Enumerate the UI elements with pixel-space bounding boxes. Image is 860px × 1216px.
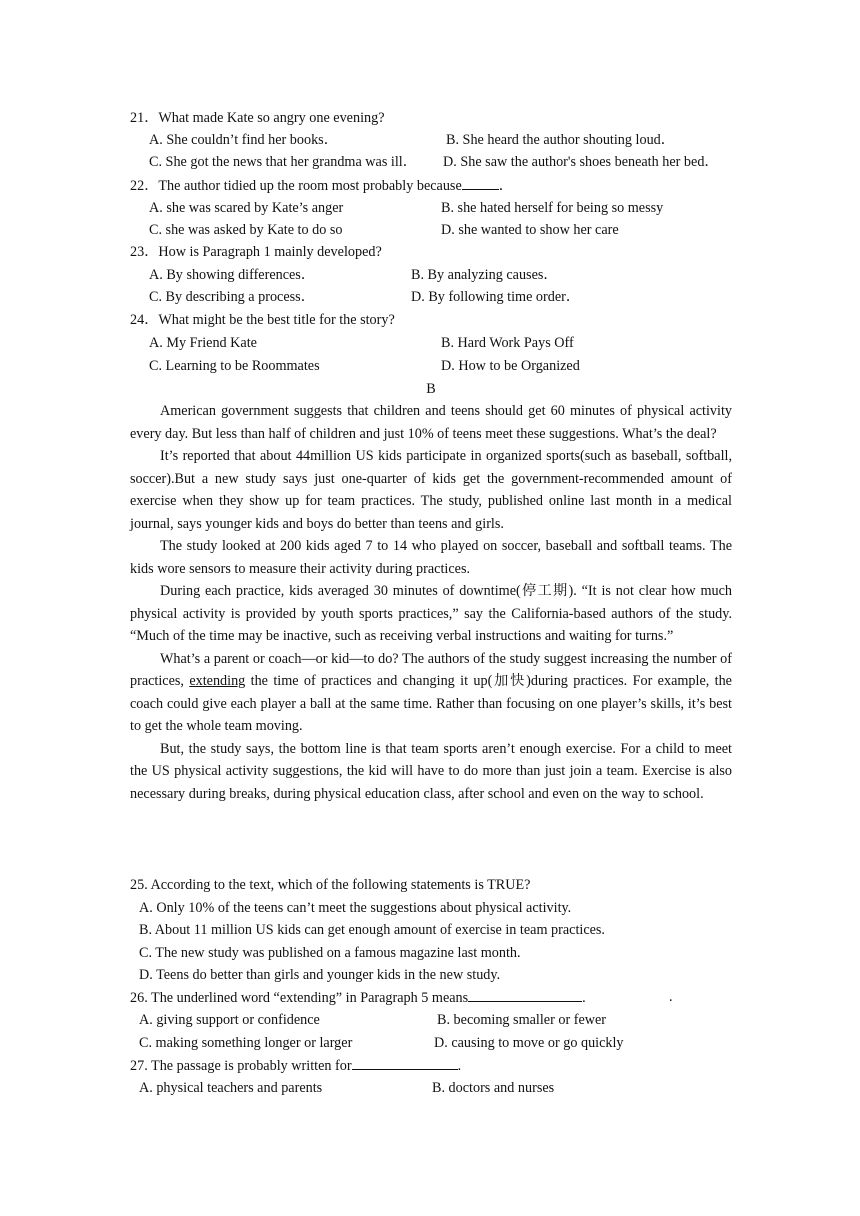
question-21-option-c: C. She got the news that her grandma was ill． xyxy=(149,154,417,170)
question-26-option-b: B. becoming smaller or fewer xyxy=(437,1012,607,1028)
question-25-option-b: B. About 11 million US kids can get enough amount of exercise in team practices. xyxy=(139,922,605,938)
question-26-stem-end: . xyxy=(582,990,586,1006)
question-26-stem xyxy=(130,988,586,1007)
question-24-option-c: C. Learning to be Roommates xyxy=(149,358,320,374)
question-26-option-a: A. giving support or confidence xyxy=(139,1012,320,1028)
question-22-option-b: B. she hated herself for being so messy xyxy=(441,200,664,216)
answer-blank xyxy=(352,1056,458,1070)
section-heading: B xyxy=(426,381,436,397)
question-22-stem-text: 22．The author tidied up the room most probably because xyxy=(130,178,462,194)
question-26-option-c: C. making something longer or larger xyxy=(139,1035,353,1051)
question-24-option-b: B. Hard Work Pays Off xyxy=(441,335,574,351)
question-24-option-a: A. My Friend Kate xyxy=(149,335,257,351)
question-22-stem xyxy=(130,176,513,195)
question-27-option-a: A. physical teachers and parents xyxy=(139,1080,323,1096)
question-27-stem-text: 27. The passage is probably written for xyxy=(130,1058,352,1074)
passage-paragraph-3: The study looked at 200 kids aged 7 to 14 who played on soccer, baseball and softball teams. The kids wore sensors to measure their activity during practices. xyxy=(130,538,732,577)
answer-blank xyxy=(468,988,582,1002)
question-25-option-d: D. Teens do better than girls and younger kids in the new study. xyxy=(139,967,501,983)
question-25-stem: 25. According to the text, which of the following statements is TRUE? xyxy=(130,877,531,893)
stray-period: . xyxy=(669,989,673,1005)
answer-blank xyxy=(462,176,499,190)
question-21-option-b: B. She heard the author shouting loud． xyxy=(446,132,675,148)
question-27-stem-end: . xyxy=(457,1058,462,1074)
question-26-option-d: D. causing to move or go quickly xyxy=(434,1035,624,1051)
question-25-option-c: C. The new study was published on a famous magazine last month. xyxy=(139,945,521,961)
question-22-option-a: A. she was scared by Kate’s anger xyxy=(149,200,344,216)
passage-paragraph-4: During each practice, kids averaged 30 minutes of downtime(停工期). “It is not clear how much physical activity is provided by youth sports practices,” say the California-based authors of the study. “Much of the time may be inactive, such as receiving verbal instructions and waiting for turns.” xyxy=(130,583,732,644)
passage-paragraph-2: It’s reported that about 44million US kids participate in organized sports(such as baseball, softball, soccer).But a new study says just one-quarter of kids get the government-recommended amount of exercise when they show up for team practices. The study, published online last month in a medical journal, says younger kids and boys do better than teens and girls. xyxy=(130,448,732,532)
question-21-stem: 21．What made Kate so angry one evening? xyxy=(130,110,385,126)
paragraph-5-text-end: the time of practices and changing it up(加快)during practices. For example, the coach could give each player a ball at the same time. Rather than focusing on one player’s skills, it’s best to get the whole team moving. xyxy=(130,673,732,734)
question-22-stem-end: ． xyxy=(498,178,513,194)
question-21-option-d: D. She saw the author's shoes beneath her bed． xyxy=(443,154,719,170)
underlined-word: extending xyxy=(189,673,246,689)
question-23-option-d: D. By following time order． xyxy=(411,289,581,305)
passage-paragraph-5 xyxy=(130,648,732,738)
question-23-stem: 23．How is Paragraph 1 mainly developed? xyxy=(130,244,382,260)
question-27-option-b: B. doctors and nurses xyxy=(432,1080,555,1096)
question-23-option-a: A. By showing differences． xyxy=(149,267,316,283)
reading-passage xyxy=(130,400,732,805)
question-23-option-b: B. By analyzing causes． xyxy=(411,267,558,283)
paragraph-5-text-start: What’s a parent or coach—or kid—to do? The authors of the study suggest increasing the number of practices, xyxy=(130,650,732,689)
question-22-option-c: C. she was asked by Kate to do so xyxy=(149,222,343,238)
passage-paragraph-1: American government suggests that children and teens should get 60 minutes of physical activity every day. But less than half of children and just 10% of teens meet these suggestions. What’s the deal? xyxy=(130,403,732,442)
passage-paragraph-6: But, the study says, the bottom line is that team sports aren’t enough exercise. For a child to meet the US physical activity suggestions, the kid will have to do more than just join a team. Exercise is also necessary during breaks, during physical education class, after school and even on the way to school. xyxy=(130,740,732,802)
question-26-stem-text: 26. The underlined word “extending” in Paragraph 5 means xyxy=(130,990,469,1006)
question-23-option-c: C. By describing a process． xyxy=(149,289,315,305)
question-27-stem xyxy=(130,1056,461,1075)
question-24-stem: 24．What might be the best title for the story? xyxy=(130,312,395,328)
question-22-option-d: D. she wanted to show her care xyxy=(441,222,619,238)
question-25-option-a: A. Only 10% of the teens can’t meet the suggestions about physical activity. xyxy=(139,900,572,916)
question-24-option-d: D. How to be Organized xyxy=(441,358,580,374)
question-21-option-a: A. She couldn’t find her books． xyxy=(149,132,338,148)
